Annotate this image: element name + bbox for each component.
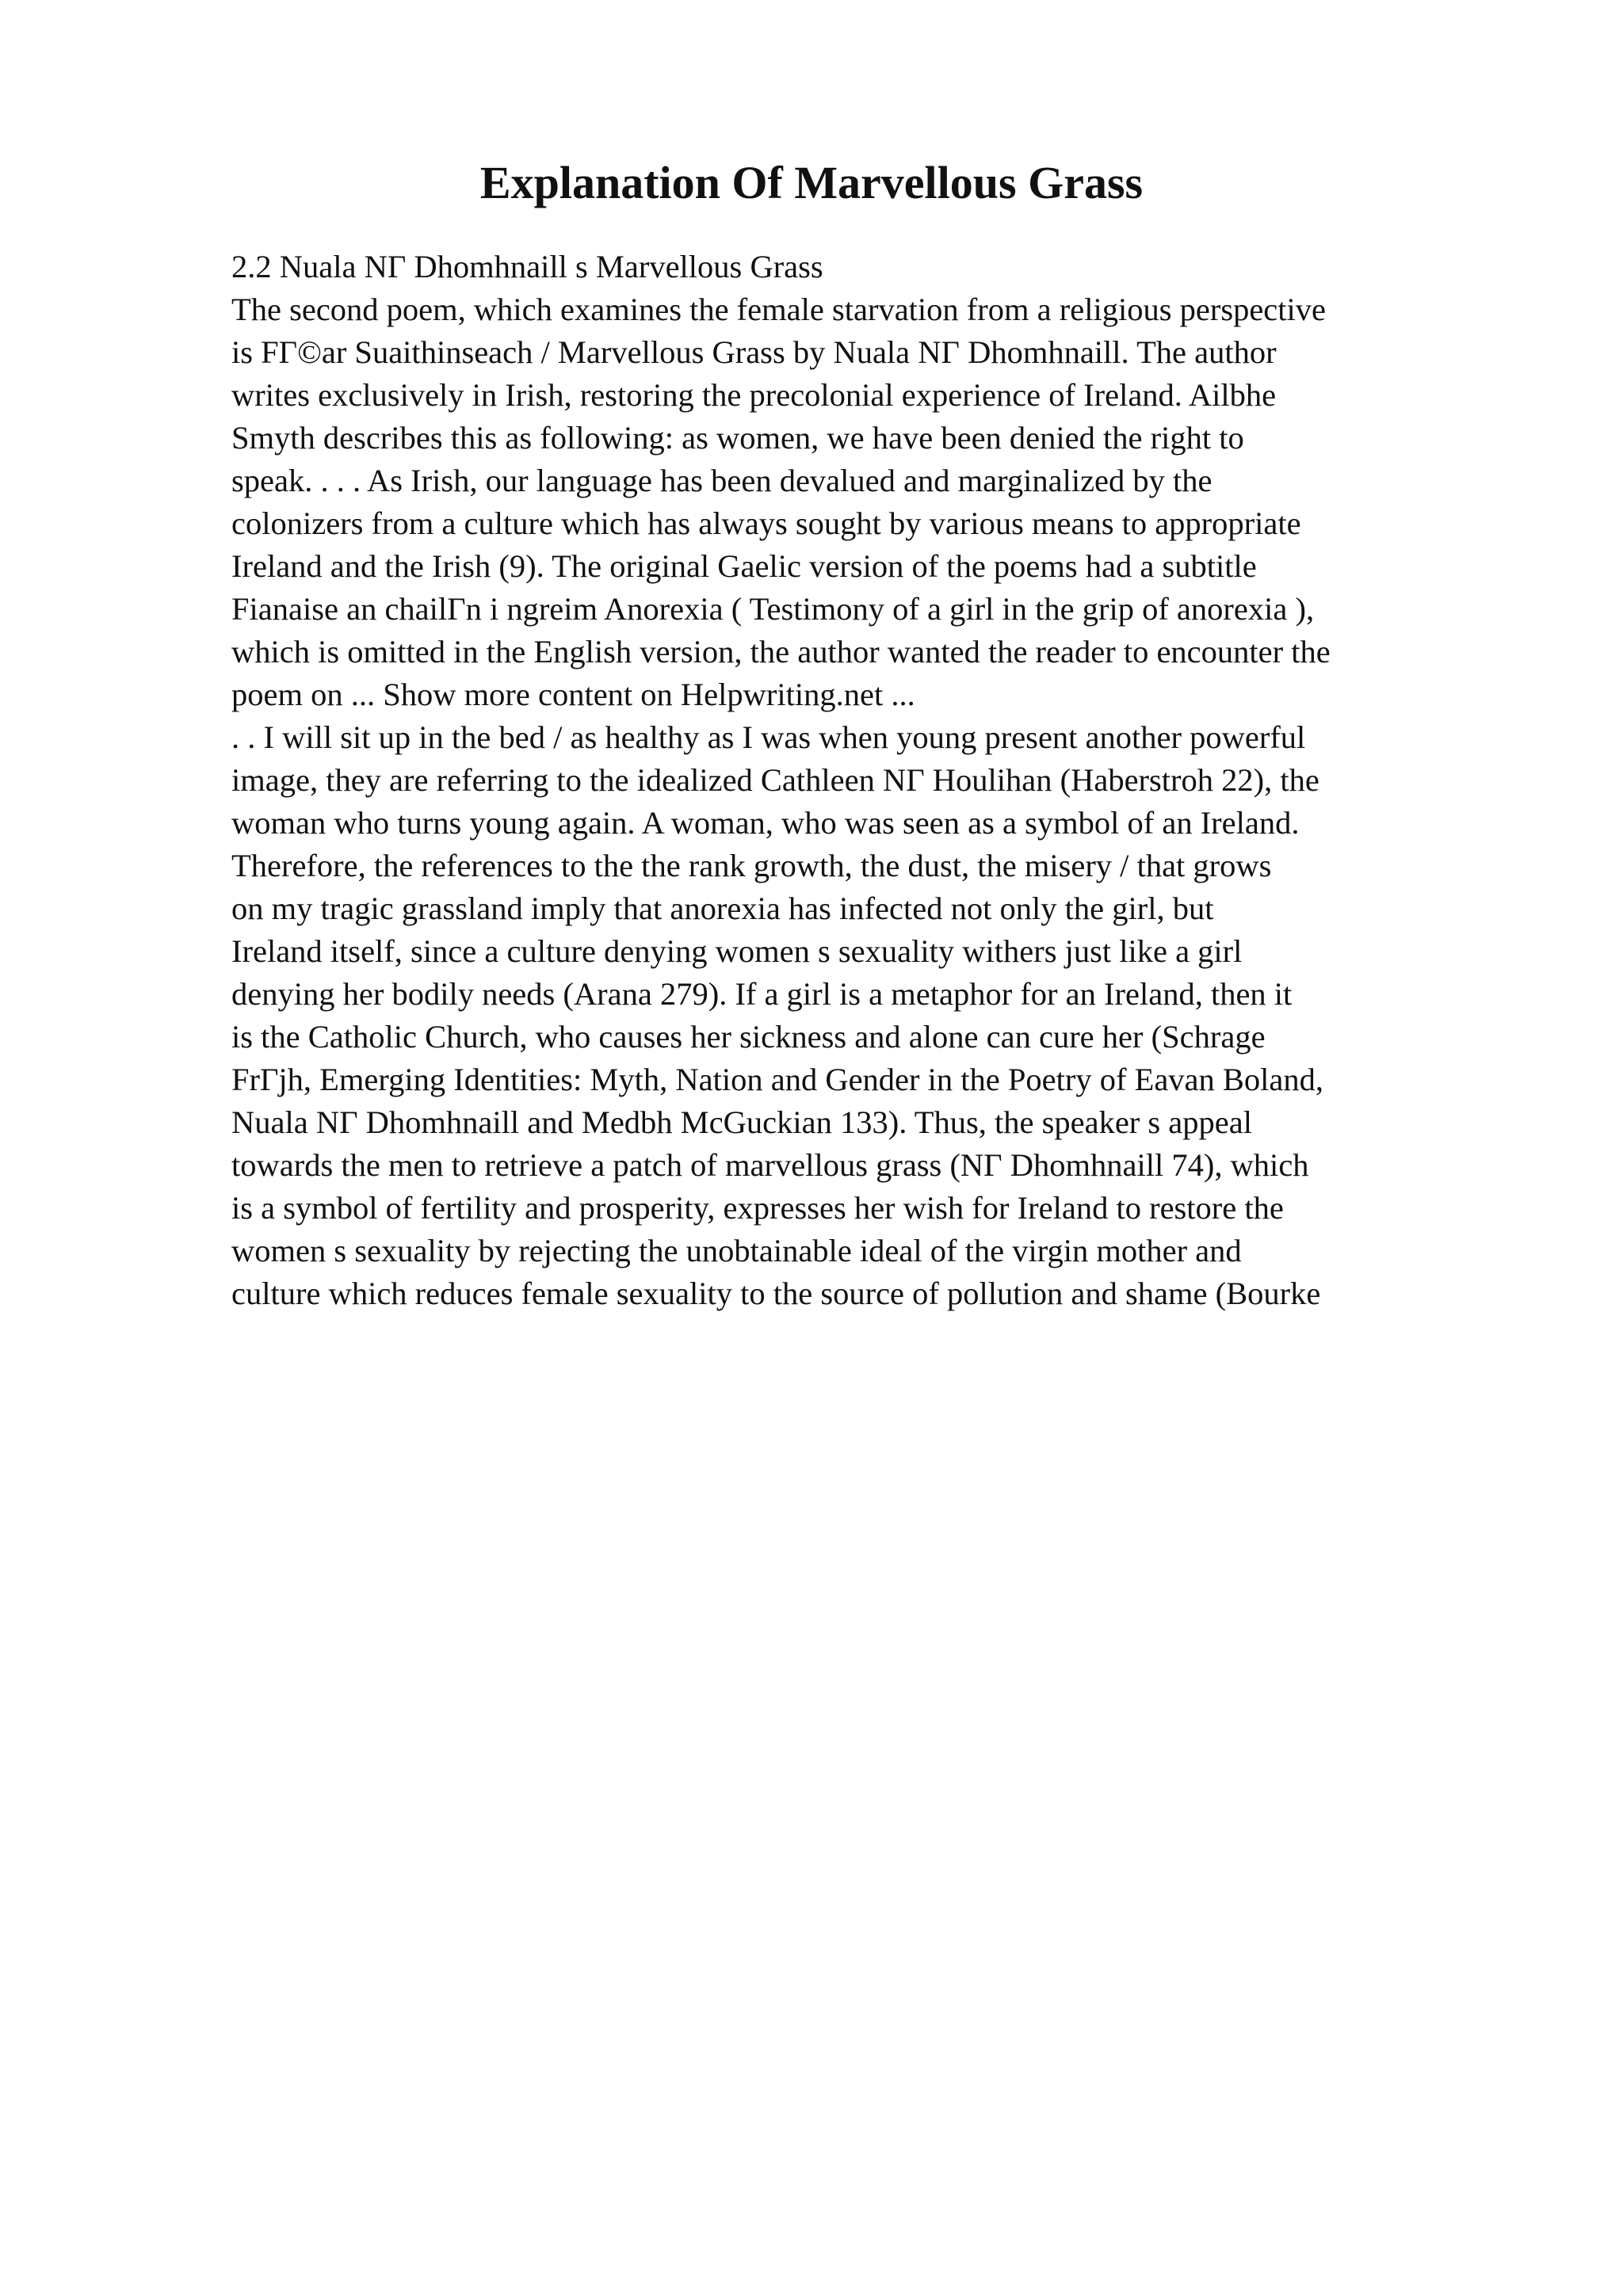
- text-line: colonizers from a culture which has always sought by various means to appropriate: [231, 505, 1301, 541]
- text-line: image, they are referring to the idealized Cathleen NΓ Houlihan (Haberstroh 22), the: [231, 762, 1319, 798]
- text-line: Fianaise an chailΓn i ngreim Anorexia ( Testimony of a girl in the grip of anorexia ),: [231, 591, 1315, 627]
- text-line: is a symbol of fertility and prosperity, expresses her wish for Ireland to restore the: [231, 1190, 1284, 1226]
- text-line: speak. . . . As Irish, our language has been devalued and marginalized by the: [231, 463, 1212, 498]
- text-line: Ireland itself, since a culture denying women s sexuality withers just like a girl: [231, 933, 1243, 969]
- text-line: which is omitted in the English version, the author wanted the reader to encounter the: [231, 634, 1331, 669]
- text-line: woman who turns young again. A woman, who was seen as a symbol of an Ireland.: [231, 805, 1300, 841]
- text-line: towards the men to retrieve a patch of marvellous grass (NΓ Dhomhnaill 74), which: [231, 1147, 1309, 1183]
- text-line: is FΓ©ar Suaithinseach / Marvellous Grass by Nuala NΓ Dhomhnaill. The author: [231, 334, 1277, 370]
- text-line: denying her bodily needs (Arana 279). If a girl is a metaphor for an Ireland, then it: [231, 976, 1293, 1012]
- document-body: [231, 246, 1499, 1315]
- text-line: culture which reduces female sexuality to the source of pollution and shame (Bourke: [231, 1276, 1321, 1311]
- text-line: 2.2 Nuala NΓ Dhomhnaill s Marvellous Grass: [231, 249, 823, 284]
- text-line: writes exclusively in Irish, restoring the precolonial experience of Ireland. Ailbhe: [231, 377, 1277, 413]
- document-title: Explanation Of Marvellous Grass: [479, 157, 1144, 208]
- text-line: FrΓjh, Emerging Identities: Myth, Nation and Gender in the Poetry of Eavan Boland,: [231, 1062, 1324, 1097]
- text-line: Nuala NΓ Dhomhnaill and Medbh McGuckian 133). Thus, the speaker s appeal: [231, 1104, 1252, 1140]
- text-line: . . I will sit up in the bed / as healthy as I was when young present another powerful: [231, 719, 1306, 755]
- text-line: Therefore, the references to the the rank growth, the dust, the misery / that grows: [231, 848, 1272, 883]
- text-line: women s sexuality by rejecting the unobtainable ideal of the virgin mother and: [231, 1233, 1242, 1268]
- text-line: is the Catholic Church, who causes her sickness and alone can cure her (Schrage: [231, 1019, 1266, 1055]
- text-line: Ireland and the Irish (9). The original Gaelic version of the poems had a subtitle: [231, 548, 1257, 584]
- text-line: Smyth describes this as following: as women, we have been denied the right to: [231, 420, 1244, 456]
- text-line: poem on ... Show more content on Helpwriting.net ...: [231, 677, 915, 712]
- text-line: The second poem, which examines the female starvation from a religious perspective: [231, 292, 1327, 327]
- text-line: on my tragic grassland imply that anorexia has infected not only the girl, but: [231, 891, 1214, 926]
